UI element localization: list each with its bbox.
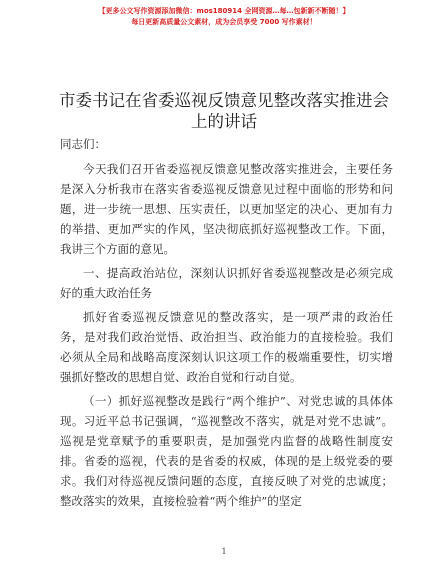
section-heading-1: 一、提高政治站位，深刻认识抓好省委巡视整改是必须完成好的重大政治任务 bbox=[60, 266, 393, 300]
promo-banner bbox=[0, 6, 448, 28]
paragraph-section-1: 抓好省委巡视反馈意见的整改落实，是一项严肃的政治任务，是对我们政治觉悟、政治担当、政治能力的直接检验。我们必须从全局和战略高度深刻认识这项工作的极端重要性，切实增强抓好整改的思想自觉、政治自觉和行动自觉。 bbox=[60, 310, 393, 384]
salutation: 同志们： bbox=[60, 137, 106, 151]
title-line-2: 上的讲话 bbox=[191, 112, 257, 131]
title-line-1: 市委书记在省委巡视反馈意见整改落实推进会 bbox=[59, 91, 389, 110]
paragraph-subsection-1: （一）抓好巡视整改是践行“两个维护”、对党忠诚的具体体现。习近平总书记强调，“巡视整改不落实，就是对党不忠诚”。巡视是党章赋予的重要职责，是加强党内监督的战略性制度安排。省委的巡视，代表的是省委的权威，体现的是上级党委的要求。我们对待巡视反馈问题的态度，直接反映了对党的忠诚度；整改落实的效果，直接检验着“两个维护”的坚定 bbox=[60, 394, 393, 508]
banner-line-2: 每日更新高质量公文素材，成为会员享受 7000 写作素材！ bbox=[131, 18, 317, 26]
page-number: 1 bbox=[221, 547, 227, 556]
document-body bbox=[60, 134, 393, 515]
paragraph-intro: 今天我们召开省委巡视反馈意见整改落实推进会，主要任务是深入分析我市在落实省委巡视反馈意见过程中面临的形势和问题，进一步统一思想、压实责任，以更加坚定的决心、更加有力的举措、更加严实的作风，坚决彻底抓好巡视整改工作。下面，我讲三个方面的意见。 bbox=[60, 162, 393, 256]
banner-line-1: 【更多公文写作资源添加微信：mos180914 全网资源…每…包新新不断随！】 bbox=[98, 7, 350, 15]
document-title bbox=[40, 90, 408, 132]
